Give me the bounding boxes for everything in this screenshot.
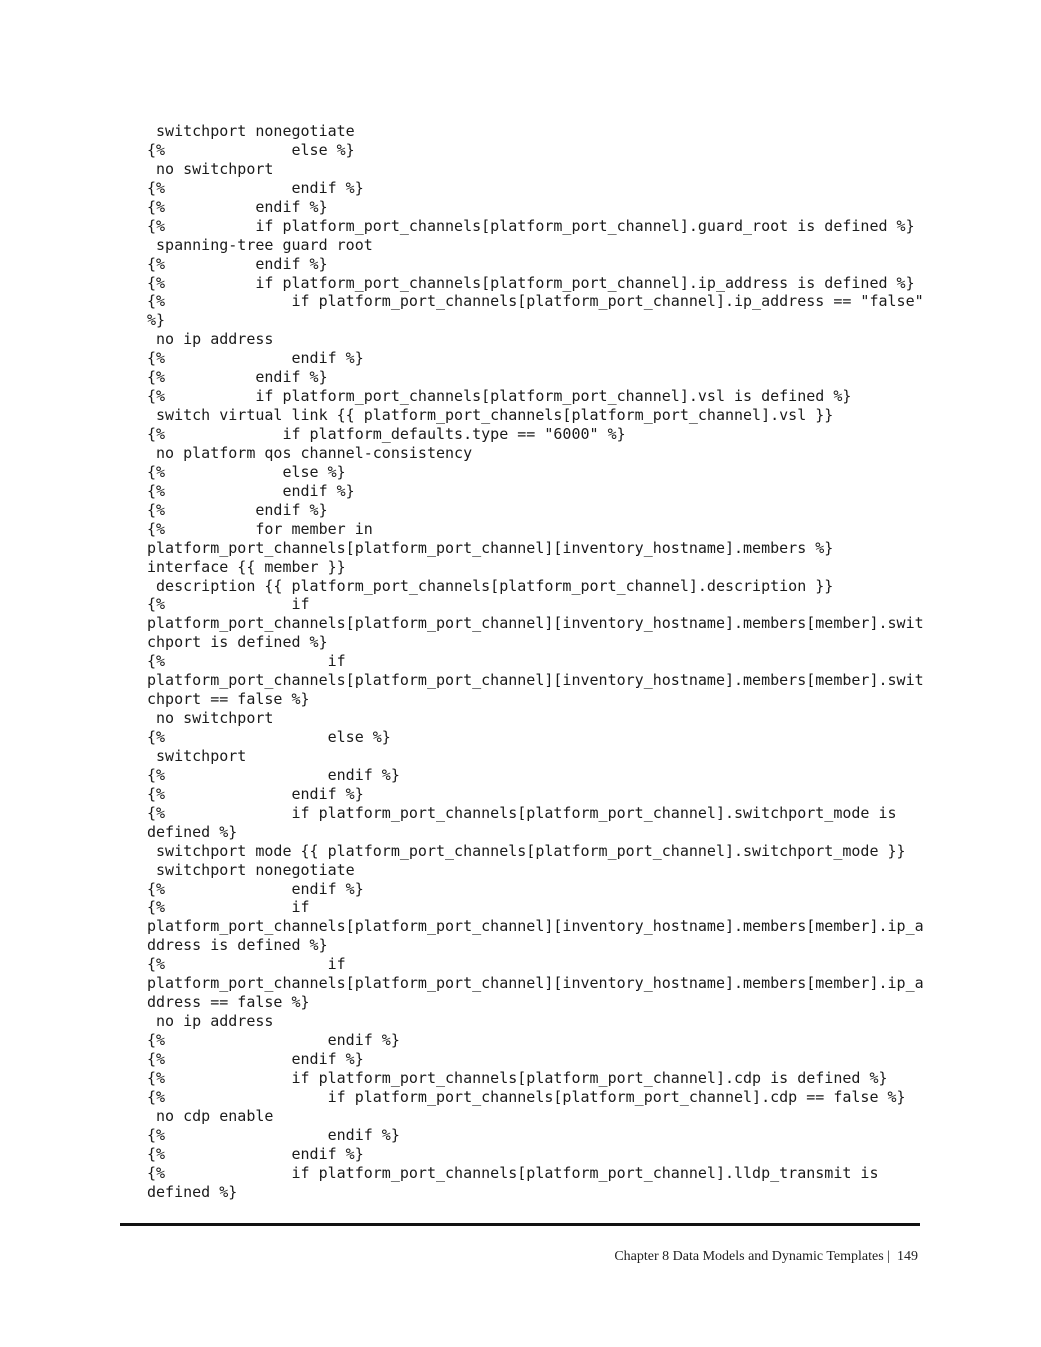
code-line: {% endif %} xyxy=(147,1031,400,1049)
code-line: {% if platform_port_channels[platform_port_channel].cdp == false %} xyxy=(147,1087,906,1106)
code-line: chport is defined %} xyxy=(147,633,328,652)
code-line: {% endif %} xyxy=(147,879,364,898)
code-line: platform_port_channels[platform_port_channel][inventory_hostname].members[member].ip_a xyxy=(147,974,924,993)
code-line: {% for member in xyxy=(147,519,373,538)
code-line: switchport mode {{ platform_port_channels[platform_port_channel].switchport_mode }} xyxy=(147,841,906,860)
code-line: {% if xyxy=(147,652,346,671)
code-line: {% endif %} xyxy=(147,349,364,368)
code-line: chport == false %} xyxy=(147,690,310,709)
code-line: {% if xyxy=(147,955,346,974)
code-line: {% endif %} xyxy=(147,197,328,216)
code-line: defined %} xyxy=(147,1182,238,1201)
code-line: {% if platform_defaults.type == "6000" %} xyxy=(147,425,626,443)
code-line: {% if platform_port_channels[platform_port_channel].lldp_transmit is xyxy=(147,1163,879,1182)
code-line: {% endif %} xyxy=(147,784,364,803)
code-line: interface {{ member }} xyxy=(147,557,346,576)
code-line: {% if platform_port_channels[platform_port_channel].vsl is defined %} xyxy=(147,387,852,406)
code-line: platform_port_channels[platform_port_channel][inventory_hostname].members[member].swit xyxy=(147,671,924,690)
code-line: {% endif %} xyxy=(147,254,328,273)
code-line: no switchport xyxy=(147,159,274,178)
code-line: switchport xyxy=(147,746,247,765)
code-line: platform_port_channels[platform_port_channel][inventory_hostname].members[member].ip_a xyxy=(147,917,924,936)
code-line: platform_port_channels[platform_port_channel][inventory_hostname].members[member].swit xyxy=(147,614,924,633)
code-line: {% if platform_port_channels[platform_port_channel].ip_address is defined %} xyxy=(147,273,915,292)
code-line: switch virtual link {{ platform_port_channels[platform_port_channel].vsl }} xyxy=(147,406,834,425)
code-line: no switchport xyxy=(147,709,274,728)
code-line: {% if xyxy=(147,595,310,614)
code-line: {% endif %} xyxy=(147,1049,364,1068)
code-line: {% endif %} xyxy=(147,368,328,387)
code-line: ddress is defined %} xyxy=(147,936,328,955)
code-line: {% if platform_port_channels[platform_port_channel].cdp is defined %} xyxy=(147,1068,888,1087)
code-line: no cdp enable xyxy=(147,1106,274,1125)
code-line: no ip address xyxy=(147,330,274,349)
code-listing xyxy=(147,122,927,1201)
code-line: %} xyxy=(147,311,166,330)
code-line: {% if platform_port_channels[platform_port_channel].ip_address == "false" xyxy=(147,292,924,311)
code-line: {% else %} xyxy=(147,140,355,159)
code-line: {% if xyxy=(147,898,310,917)
code-line: defined %} xyxy=(147,822,238,841)
code-line: no ip address xyxy=(147,1012,274,1031)
code-line: {% endif %} xyxy=(147,1144,364,1163)
code-line: {% endif %} xyxy=(147,481,355,500)
code-line: {% else %} xyxy=(147,462,346,481)
code-line: no platform qos channel-consistency xyxy=(147,443,473,462)
footer-divider xyxy=(120,1223,920,1226)
code-line: description {{ platform_port_channels[platform_port_channel].description }} xyxy=(147,576,834,595)
code-line: platform_port_channels[platform_port_channel][inventory_hostname].members %} xyxy=(147,538,834,557)
code-line: {% endif %} xyxy=(147,178,364,197)
code-line: {% endif %} xyxy=(147,500,328,519)
code-line: ddress == false %} xyxy=(147,993,310,1012)
code-line: {% endif %} xyxy=(147,765,400,784)
code-line: {% endif %} xyxy=(147,1125,400,1144)
code-line: {% if platform_port_channels[platform_port_channel].guard_root is defined %} xyxy=(147,216,915,235)
code-line: switchport nonegotiate xyxy=(147,860,355,879)
code-line: spanning-tree guard root xyxy=(147,235,373,254)
code-line: {% if platform_port_channels[platform_port_channel].switchport_mode is xyxy=(147,803,897,822)
code-line: switchport nonegotiate xyxy=(147,122,355,140)
page-footer: Chapter 8 Data Models and Dynamic Templates | 149 xyxy=(614,1249,918,1264)
code-line: {% else %} xyxy=(147,728,391,746)
